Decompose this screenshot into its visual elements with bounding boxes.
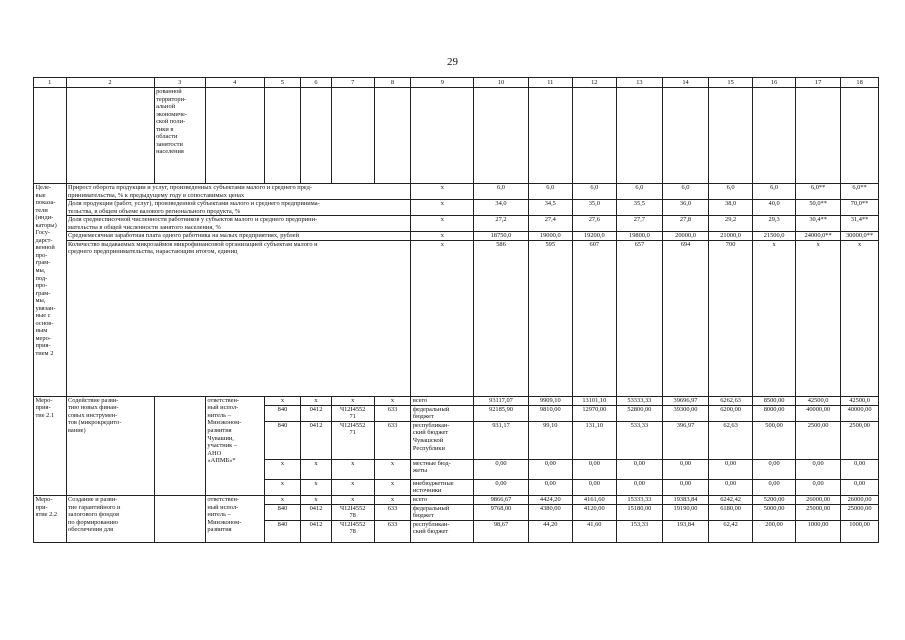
indicator-value: 6,0** [796, 184, 841, 200]
indicator-value: 6,0 [474, 184, 529, 200]
expense-type-code: х [374, 396, 411, 405]
funding-value: 39300,00 [662, 405, 708, 421]
funding-source: республикан- ский бюджет Чувашской Республики [411, 421, 474, 459]
target-article-code: Ч12I4552 71 [331, 421, 374, 459]
expense-type-code: х [374, 479, 411, 495]
funding-value: 40000,00 [841, 405, 879, 421]
column-header: 11 [528, 78, 572, 88]
indicator-value: 18750,0 [474, 232, 529, 241]
grbs-code: х [264, 396, 301, 405]
indicator-row [34, 184, 879, 200]
indicator-value: 31,4** [841, 216, 879, 232]
table-cell [301, 88, 331, 184]
grbs-code: х [264, 459, 301, 479]
indicator-col9: х [411, 200, 474, 216]
indicator-value: 657 [616, 240, 662, 396]
indicator-text: Количество выдаваемых микрозаймов микрофинансовой организацией субъектам малого и среднего предпринимательства, нарастающим итогом, единиц [66, 240, 411, 396]
column-header: 10 [474, 78, 529, 88]
table-cell [66, 88, 154, 184]
funding-value: 533,33 [616, 421, 662, 459]
funding-value: 8500,00 [753, 396, 796, 405]
indicator-value: 607 [572, 240, 616, 396]
funding-value: 13101,10 [572, 396, 616, 405]
funding-value: 1000,00 [841, 520, 879, 542]
funding-value: 131,10 [572, 421, 616, 459]
funding-value: 0,00 [662, 459, 708, 479]
indicator-value: 27,4 [528, 216, 572, 232]
page-number: 29 [447, 56, 458, 68]
funding-value: 6262,63 [709, 396, 753, 405]
grbs-code: х [264, 496, 301, 505]
table-cell [709, 88, 753, 184]
continuation-row [34, 88, 879, 184]
indicator-value: 70,0** [841, 200, 879, 216]
target-article-code: х [331, 479, 374, 495]
section-code: х [301, 479, 331, 495]
indicator-value: 6,0 [616, 184, 662, 200]
section-code: х [301, 496, 331, 505]
section-code: х [301, 459, 331, 479]
table-cell [528, 88, 572, 184]
column-header: 13 [616, 78, 662, 88]
indicator-text: Прирост оборота продукции и услуг, произведенных субъектами малого и среднего пред- принимательства, % к предыдущему году в сопоставимых ценах [66, 184, 411, 200]
indicator-value: 29,3 [753, 216, 796, 232]
indicator-value: 50,0** [796, 200, 841, 216]
funding-value: 9810,00 [528, 405, 572, 421]
indicator-value: 6,0 [709, 184, 753, 200]
funding-value: 153,33 [616, 520, 662, 542]
funding-value: 12970,00 [572, 405, 616, 421]
indicator-value: 35,5 [616, 200, 662, 216]
indicator-value: 34,5 [528, 200, 572, 216]
funding-value: 15333,33 [616, 496, 662, 505]
indicator-value: 21500,0 [753, 232, 796, 241]
funding-source: федеральный бюджет [411, 405, 474, 421]
funding-value: 931,17 [474, 421, 529, 459]
column-header: 2 [66, 78, 154, 88]
indicator-value: 36,0 [662, 200, 708, 216]
funding-value: 0,00 [474, 459, 529, 479]
column-header: 14 [662, 78, 708, 88]
expense-type-code: 633 [374, 520, 411, 542]
column-header: 8 [374, 78, 411, 88]
funding-value: 0,00 [528, 459, 572, 479]
table-cell [841, 88, 879, 184]
funding-value: 0,00 [753, 459, 796, 479]
table-cell [374, 88, 411, 184]
target-article-code: х [331, 396, 374, 405]
indicator-row [34, 200, 879, 216]
funding-value: 0,00 [616, 479, 662, 495]
column-header: 17 [796, 78, 841, 88]
funding-value: 44,20 [528, 520, 572, 542]
table-cell [264, 88, 301, 184]
expense-type-code: 633 [374, 421, 411, 459]
funding-value: 0,00 [572, 479, 616, 495]
indicator-value: 19000,0 [528, 232, 572, 241]
funding-value: 2500,00 [796, 421, 841, 459]
table-cell [331, 88, 374, 184]
indicator-value: 35,0 [572, 200, 616, 216]
column-header: 15 [709, 78, 753, 88]
funding-value: 0,00 [474, 479, 529, 495]
indicator-value: 586 [474, 240, 529, 396]
section-code: 0412 [301, 405, 331, 421]
column-header: 5 [264, 78, 301, 88]
funding-value: 4161,60 [572, 496, 616, 505]
measure-name: Содействие разви- тию новых финан- совых инструмен- тов (микрокредито- вание) [66, 396, 154, 495]
funding-value: 19383,84 [662, 496, 708, 505]
funding-value: 4424,20 [528, 496, 572, 505]
table-body [34, 78, 879, 543]
table-cell [616, 88, 662, 184]
table-cell [34, 88, 67, 184]
target-article-code: Ч12I4552 78 [331, 520, 374, 542]
indicator-value: 27,6 [572, 216, 616, 232]
funding-value: 25000,00 [796, 504, 841, 520]
table-cell [753, 88, 796, 184]
funding-value: 6200,00 [709, 405, 753, 421]
funding-value: 0,00 [572, 459, 616, 479]
indicator-col9: х [411, 184, 474, 200]
table-cell [411, 88, 474, 184]
funding-value: 15180,00 [616, 504, 662, 520]
section-code: 0412 [301, 520, 331, 542]
funding-value: 92185,90 [474, 405, 529, 421]
indicator-value: 6,0 [753, 184, 796, 200]
funding-source: республикан- ский бюджет [411, 520, 474, 542]
measure-row [34, 496, 879, 505]
funding-source: всего [411, 496, 474, 505]
indicator-value: 6,0 [662, 184, 708, 200]
funding-source: местные бюд- жеты [411, 459, 474, 479]
funding-value: 0,00 [709, 459, 753, 479]
indicator-value: 27,8 [662, 216, 708, 232]
expense-type-code: х [374, 459, 411, 479]
funding-value: 0,00 [841, 479, 879, 495]
funding-value: 4120,00 [572, 504, 616, 520]
indicator-value: 40,0 [753, 200, 796, 216]
funding-value: 39696,97 [662, 396, 708, 405]
funding-value: 0,00 [796, 479, 841, 495]
header-row [34, 78, 879, 88]
section-code: 0412 [301, 421, 331, 459]
column-header: 1 [34, 78, 67, 88]
funding-value: 98,67 [474, 520, 529, 542]
funding-value: 62,63 [709, 421, 753, 459]
funding-value: 5200,00 [753, 496, 796, 505]
indicator-value: 19200,0 [572, 232, 616, 241]
funding-value: 500,00 [753, 421, 796, 459]
indicator-value: 30000,0** [841, 232, 879, 241]
indicator-value: 21000,0 [709, 232, 753, 241]
column-header: 3 [154, 78, 205, 88]
funding-value: 19190,00 [662, 504, 708, 520]
expense-type-code: 633 [374, 504, 411, 520]
indicator-col9: х [411, 240, 474, 396]
funding-value: 4380,00 [528, 504, 572, 520]
indicator-value: 27,2 [474, 216, 529, 232]
funding-value: 40000,00 [796, 405, 841, 421]
funding-value: 396,97 [662, 421, 708, 459]
funding-value: 9866,67 [474, 496, 529, 505]
table-cell [662, 88, 708, 184]
indicator-value: 38,0 [709, 200, 753, 216]
measure-row [34, 396, 879, 405]
measure-label: Меро- прия- тие 2.1 [34, 396, 67, 495]
funding-value: 25000,00 [841, 504, 879, 520]
indicator-value: 29,2 [709, 216, 753, 232]
target-article-code: Ч12I4552 78 [331, 504, 374, 520]
column-header: 16 [753, 78, 796, 88]
measure-responsible: ответствен- ный испол- нитель – Минэконом- развития Чувашии, участник – АНО «АПМБ»* [205, 396, 264, 495]
expense-type-code: 633 [374, 405, 411, 421]
indicator-col9: х [411, 216, 474, 232]
column-header: 7 [331, 78, 374, 88]
indicator-value: 595 [528, 240, 572, 396]
column-header: 12 [572, 78, 616, 88]
indicator-text: Доля продукции (работ, услуг), произведенной субъектами малого и среднего предпринима- тельства, в общем объеме валового регионального продукта, % [66, 200, 411, 216]
indicator-value: х [796, 240, 841, 396]
funding-value: 0,00 [796, 459, 841, 479]
target-article-code: Ч12I4552 71 [331, 405, 374, 421]
funding-value: 5000,00 [753, 504, 796, 520]
funding-value: 9909,10 [528, 396, 572, 405]
measure-label: Меро- при- ятие 2.2 [34, 496, 67, 543]
grbs-code: 840 [264, 421, 301, 459]
indicator-row [34, 232, 879, 241]
funding-value: 99,10 [528, 421, 572, 459]
measure-responsible: ответствен- ный испол- нитель – Минэконом- развития [205, 496, 264, 543]
funding-value: 0,00 [616, 459, 662, 479]
column-header: 4 [205, 78, 264, 88]
section-code: 0412 [301, 504, 331, 520]
funding-value: 0,00 [709, 479, 753, 495]
funding-value: 6180,00 [709, 504, 753, 520]
column-header: 9 [411, 78, 474, 88]
funding-source: федеральный бюджет [411, 504, 474, 520]
funding-value: 41,60 [572, 520, 616, 542]
indicator-value: х [841, 240, 879, 396]
funding-value: 2500,00 [841, 421, 879, 459]
target-article-code: х [331, 496, 374, 505]
indicator-value: 24000,0** [796, 232, 841, 241]
column-header: 18 [841, 78, 879, 88]
indicator-row [34, 240, 879, 396]
column-header: 6 [301, 78, 331, 88]
indicator-value: 34,0 [474, 200, 529, 216]
funding-value: 193,84 [662, 520, 708, 542]
funding-value: 1000,00 [796, 520, 841, 542]
funding-value: 9768,00 [474, 504, 529, 520]
indicator-value: 6,0 [528, 184, 572, 200]
indicator-value: 27,7 [616, 216, 662, 232]
grbs-code: 840 [264, 405, 301, 421]
section-code: х [301, 396, 331, 405]
funding-value: 6242,42 [709, 496, 753, 505]
funding-value: 93117,07 [474, 396, 529, 405]
indicator-col9: х [411, 232, 474, 241]
indicator-value: 6,0 [572, 184, 616, 200]
table-cell [154, 496, 205, 543]
grbs-code: 840 [264, 520, 301, 542]
measure-name: Создание и разви- тие гарантийного и залогового фондов по формированию обеспечения для [66, 496, 154, 543]
funding-value: 26000,00 [841, 496, 879, 505]
table-cell [205, 88, 264, 184]
funding-value: 0,00 [753, 479, 796, 495]
indicator-value: 694 [662, 240, 708, 396]
funding-value: 8000,00 [753, 405, 796, 421]
funding-value: 0,00 [528, 479, 572, 495]
funding-value: 62,42 [709, 520, 753, 542]
table-cell [796, 88, 841, 184]
funding-value: 42500,0 [796, 396, 841, 405]
table-cell [572, 88, 616, 184]
indicator-value: 19800,0 [616, 232, 662, 241]
continuation-text: рованной территори- альной экономиче- ской поли- тики в области занятости населения [154, 88, 205, 184]
indicator-text: Доля среднесписочной численности работников у субъектов малого и среднего предприни- мательства в общей численности занятого населения, % [66, 216, 411, 232]
funding-value: 26000,00 [796, 496, 841, 505]
table-cell [474, 88, 529, 184]
funding-value: 53333,33 [616, 396, 662, 405]
budget-table [33, 77, 879, 543]
indicator-row [34, 216, 879, 232]
funding-value: 52800,00 [616, 405, 662, 421]
indicator-text: Среднемесячная заработная плата одного работника на малых предприятиях, рублей [66, 232, 411, 241]
expense-type-code: х [374, 496, 411, 505]
funding-value: 42500,0 [841, 396, 879, 405]
funding-value: 0,00 [662, 479, 708, 495]
funding-source: внебюджетные источники [411, 479, 474, 495]
indicator-value: 700 [709, 240, 753, 396]
indicator-value: х [753, 240, 796, 396]
grbs-code: 840 [264, 504, 301, 520]
indicator-value: 6,0** [841, 184, 879, 200]
indicator-value: 30,4** [796, 216, 841, 232]
target-article-code: х [331, 459, 374, 479]
funding-value: 200,00 [753, 520, 796, 542]
indicators-label: Целе- вые показа- тели (инди- каторы) Госу- дарст- венной про- грам- мы, под- про- грам- мы, увязан- ные с основ- ным меро- прия- тием 2 [34, 184, 67, 397]
table-cell [154, 396, 205, 495]
indicator-value: 20000,0 [662, 232, 708, 241]
funding-value: 0,00 [841, 459, 879, 479]
grbs-code: х [264, 479, 301, 495]
funding-source: всего [411, 396, 474, 405]
